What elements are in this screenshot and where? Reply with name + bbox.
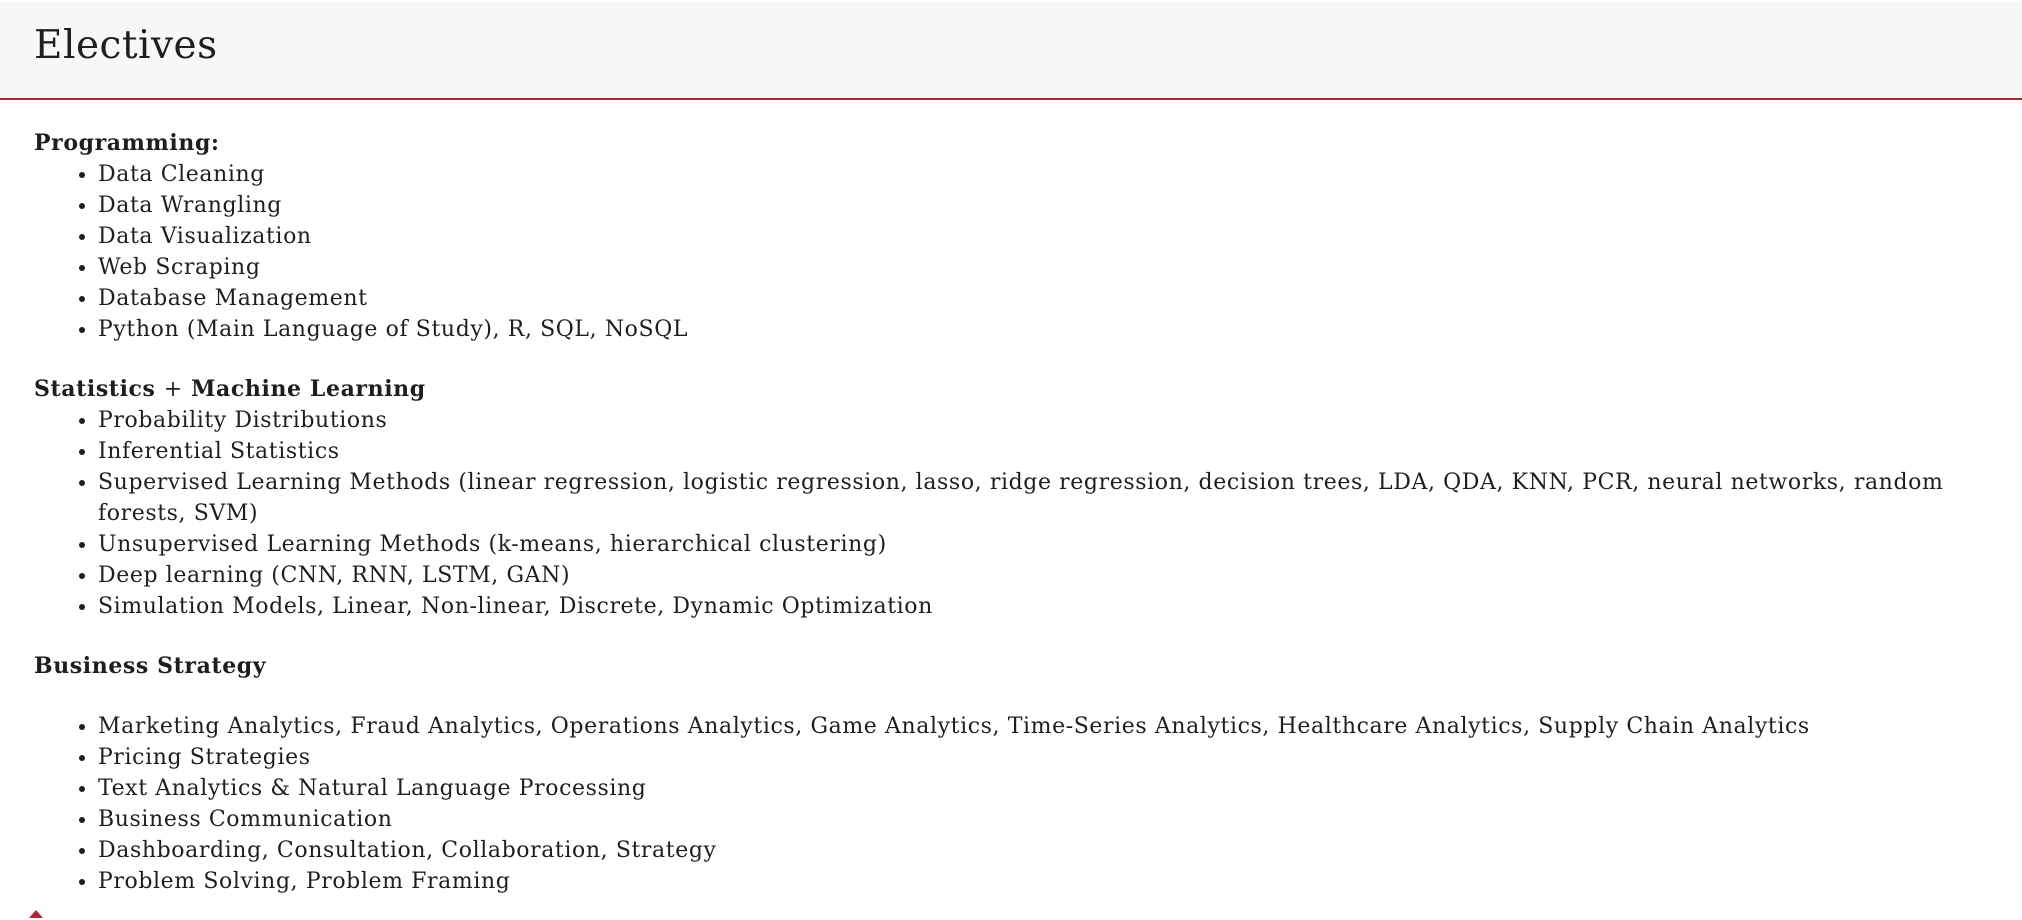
- list-item: • Simulation Models, Linear, Non-linear, Discrete, Dynamic Optimization: [98, 591, 1994, 622]
- list-item: • Unsupervised Learning Methods (k-means, hierarchical clustering): [98, 529, 1994, 560]
- list-item: • Python (Main Language of Study), R, SQL, NoSQL: [98, 314, 1994, 345]
- list-item: • Dashboarding, Consultation, Collaboration, Strategy: [98, 835, 1994, 866]
- list-item: • Text Analytics & Natural Language Processing: [98, 773, 1994, 804]
- list-item: • Business Communication: [98, 804, 1994, 835]
- section-business-strategy: [34, 651, 1994, 897]
- elective-list: [34, 159, 1994, 345]
- section-heading-part: Statistics: [34, 376, 156, 402]
- elective-list: [34, 711, 1994, 897]
- list-item: • Pricing Strategies: [98, 742, 1994, 773]
- card-header: [0, 2, 2022, 100]
- list-item: • Inferential Statistics: [98, 436, 1994, 467]
- section-statistics-machine-learning: [34, 374, 1994, 622]
- list-item: • Data Visualization: [98, 221, 1994, 252]
- section-heading-part: Machine Learning: [191, 376, 426, 402]
- section-heading: [34, 374, 1994, 405]
- page-title: Electives: [34, 23, 218, 68]
- list-item: • Database Management: [98, 283, 1994, 314]
- list-item: • Deep learning (CNN, RNN, LSTM, GAN): [98, 560, 1994, 591]
- list-item: • Data Wrangling: [98, 190, 1994, 221]
- list-item: • Problem Solving, Problem Framing: [98, 866, 1994, 897]
- list-item: • Marketing Analytics, Fraud Analytics, Operations Analytics, Game Analytics, Time-Series Analytics, Healthcare Analytics, Supply Chain Analytics: [98, 711, 1994, 742]
- section-heading: Programming:: [34, 130, 220, 156]
- section-programming: [34, 128, 1994, 345]
- plus-sign: +: [163, 377, 183, 402]
- elective-list: [34, 405, 1994, 622]
- caret-up-icon: [29, 910, 43, 918]
- list-item: • Probability Distributions: [98, 405, 1994, 436]
- list-item: • Data Cleaning: [98, 159, 1994, 190]
- list-item: • Supervised Learning Methods (linear regression, logistic regression, lasso, ridge regression, decision trees, LDA, QDA, KNN, PCR, neural networks, random forests, SVM): [98, 467, 1994, 529]
- list-item: • Web Scraping: [98, 252, 1994, 283]
- card-body: [34, 128, 1994, 897]
- section-heading: Business Strategy: [34, 653, 267, 679]
